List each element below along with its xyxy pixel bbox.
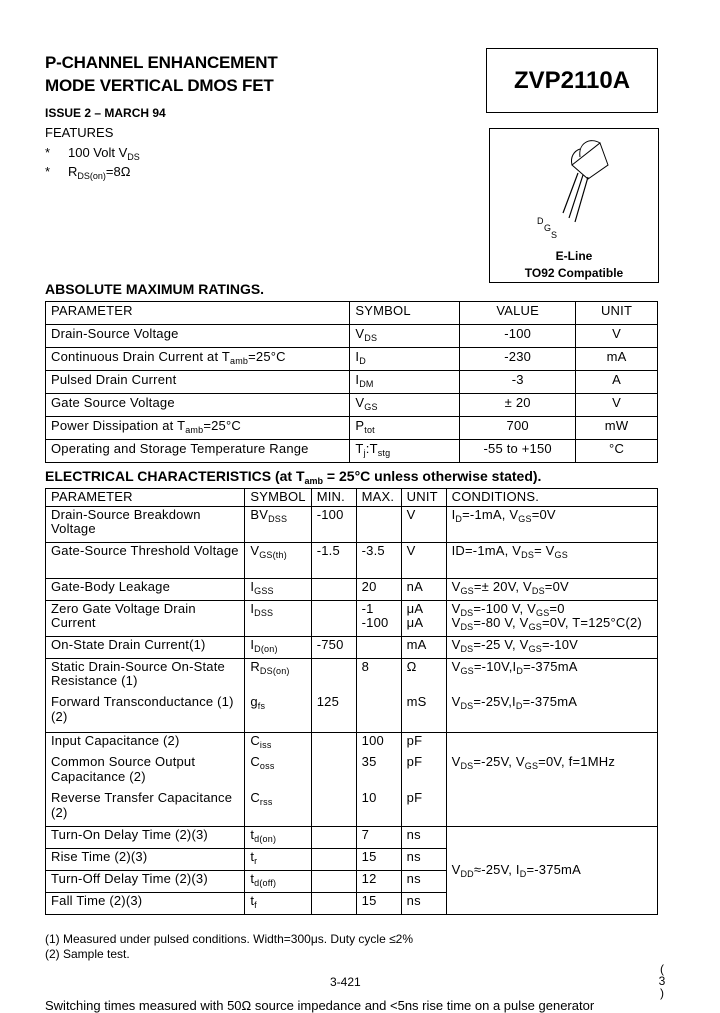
ec-unit: ns [401,826,446,848]
ec-max: -3.5 [356,542,401,578]
pin-s-label: S [551,230,558,240]
ec-symbol: $g_{fs}$ [245,694,311,732]
ec-conditions: $V_{GS}=-10V,I_D=-375mA$ [446,658,657,694]
ec-min: -100 [311,506,356,542]
ec-symbol: $I_{GSS}$ [245,578,311,600]
side-marker: ( 3 ) [658,962,666,1000]
ec-conditions [446,790,657,826]
amr-row [46,348,658,371]
pin-d-label: D [537,216,544,226]
amr-symbol: $P_{tot}$ [350,417,460,440]
ec-param: Forward Transconductance (1)(2) [46,694,245,732]
ec-symbol: $C_{iss}$ [245,732,311,754]
ec-param: Zero Gate Voltage Drain Current [46,600,245,636]
ec-unit: pF [401,754,446,790]
ec-min [311,892,356,914]
ec-unit: pF [401,732,446,754]
amr-param: Pulsed Drain Current [46,371,350,394]
amr-symbol: $I_D$ [350,348,460,371]
ec-unit: pF [401,790,446,826]
amr-header-parameter: PARAMETER [46,302,350,325]
ec-param: Gate-Source Threshold Voltage [46,542,245,578]
ec-symbol: $t_r$ [245,848,311,870]
ec-param: On-State Drain Current(1) [46,636,245,658]
ec-row [46,506,658,542]
ec-param: Drain-Source Breakdown Voltage [46,506,245,542]
amr-unit: A [576,371,658,394]
ec-symbol: $C_{oss}$ [245,754,311,790]
ec-unit: ns [401,892,446,914]
amr-value: -55 to +150 [460,440,576,463]
ec-param: Input Capacitance (2) [46,732,245,754]
ec-max: 10 [356,790,401,826]
amr-param: Continuous Drain Current at $T_{amb}=25^\circ C$ [46,348,350,371]
ec-max: 15 [356,892,401,914]
ec-unit: μA μA [401,600,446,636]
title-line-1: P-CHANNEL ENHANCEMENT [45,53,278,72]
part-number: ZVP2110A [513,66,631,94]
amr-value: -230 [460,348,576,371]
amr-param: Operating and Storage Temperature Range [46,440,350,463]
note-sample: (2) Sample test. [45,947,130,961]
ec-row [46,578,658,600]
ec-conditions: ID=-1mA, $V_{DS}= V_{GS}$ [446,542,657,578]
ec-param: Turn-Off Delay Time (2)(3) [46,870,245,892]
feature-item-1: 100 Volt $V_{DS}$ [68,145,140,162]
amr-header-unit: UNIT [576,302,658,325]
note-pulsed: (1) Measured under pulsed conditions. Width=300μs. Duty cycle ≤2% [45,932,414,946]
ec-symbol: $BV_{DSS}$ [245,506,311,542]
ec-symbol: $t_{d(on)}$ [245,826,311,848]
ec-symbol: $C_{rss}$ [245,790,311,826]
ec-row [46,732,658,754]
ec-conditions: $V_{DS}=-25V$, $V_{GS}=0V$, f=1MHz [446,754,657,790]
features-heading: FEATURES [45,125,114,140]
feature-bullet-2: * [45,164,51,179]
ec-min: 125 [311,694,356,732]
ec-min: -750 [311,636,356,658]
amr-row [46,417,658,440]
amr-value: -100 [460,325,576,348]
ec-unit: Ω [401,658,446,694]
ec-max [356,506,401,542]
ec-param: Rise Time (2)(3) [46,848,245,870]
amr-unit: V [576,325,658,348]
ec-min [311,826,356,848]
ec-row [46,754,658,790]
ec-header-conditions: CONDITIONS. [446,489,657,507]
ec-param: Turn-On Delay Time (2)(3) [46,826,245,848]
amr-unit: mW [576,417,658,440]
ec-header-unit: UNIT [401,489,446,507]
ec-row [46,542,658,578]
ec-unit: nA [401,578,446,600]
ec-conditions: $V_{DS}=-25$ V, $V_{GS}=-10V$ [446,636,657,658]
ec-header-min: MIN. [311,489,356,507]
feature-item-2: $R_{DS(on)}=8\Omega$ [68,164,131,181]
issue-date: ISSUE 2 – MARCH 94 [45,106,166,120]
ec-conditions: $V_{DD}\approx-25V$, $I_D=-375mA$ [446,826,657,914]
ec-unit: mS [401,694,446,732]
ec-unit: ns [401,848,446,870]
ec-row [46,600,658,636]
ec-row [46,790,658,826]
amr-symbol: $V_{DS}$ [350,325,460,348]
part-number-box [486,48,658,113]
ec-max: 12 [356,870,401,892]
ec-min [311,600,356,636]
amr-symbol: $T_j:T_{stg}$ [350,440,460,463]
ec-conditions: $V_{GS}=\pm 20V$, $V_{DS}=0V$ [446,578,657,600]
amr-param: Gate Source Voltage [46,394,350,417]
ec-title: ELECTRICAL CHARACTERISTICS (at $T_{amb} = 25^\circ C$ unless otherwise stated). [45,468,542,486]
ec-max [356,636,401,658]
ec-min [311,658,356,694]
amr-row [46,394,658,417]
ec-max: 35 [356,754,401,790]
package-compat: TO92 Compatible [524,266,624,280]
ec-min [311,578,356,600]
ec-header-max: MAX. [356,489,401,507]
ec-min [311,848,356,870]
ec-max: 15 [356,848,401,870]
ec-conditions: $V_{DS}=-100$ V, $V_{GS}=0$ $V_{DS}=-80$ V, $V_{GS}=0V$, T=125°C(2) [446,600,657,636]
amr-value: ± 20 [460,394,576,417]
pin-g-label: G [544,223,552,233]
ec-table [45,488,658,915]
amr-value: 700 [460,417,576,440]
amr-unit: mA [576,348,658,371]
amr-symbol: $V_{GS}$ [350,394,460,417]
amr-param: Drain-Source Voltage [46,325,350,348]
ec-min [311,870,356,892]
ec-max: 20 [356,578,401,600]
ec-header-symbol: SYMBOL [245,489,311,507]
ec-header-parameter: PARAMETER [46,489,245,507]
ec-symbol: $R_{DS(on)}$ [245,658,311,694]
amr-value: -3 [460,371,576,394]
ec-min [311,754,356,790]
amr-header-value: VALUE [460,302,576,325]
ec-conditions: $I_D=-1mA$, $V_{GS}=0V$ [446,506,657,542]
ec-param: Fall Time (2)(3) [46,892,245,914]
ec-param: Gate-Body Leakage [46,578,245,600]
amr-row [46,371,658,394]
ec-min [311,790,356,826]
ec-symbol: $t_{d(off)}$ [245,870,311,892]
ec-row [46,694,658,732]
ec-symbol: $I_{D(on)}$ [245,636,311,658]
ec-min: -1.5 [311,542,356,578]
ec-conditions [446,732,657,754]
ec-row [46,636,658,658]
to92-package-drawing [490,129,658,249]
amr-unit: V [576,394,658,417]
amr-row [46,325,658,348]
ec-unit: mA [401,636,446,658]
page-number: 3-421 [330,975,361,989]
ec-header-row [46,489,658,507]
package-name: E-Line [555,249,593,263]
ec-max: 8 [356,658,401,694]
amr-unit: °C [576,440,658,463]
amr-title: ABSOLUTE MAXIMUM RATINGS. [45,281,265,297]
feature-bullet-1: * [45,145,51,160]
title [45,51,278,97]
ec-param: Reverse Transfer Capacitance (2) [46,790,245,826]
amr-table [45,301,658,463]
ec-min [311,732,356,754]
amr-header-symbol: SYMBOL [350,302,460,325]
package-box [489,128,659,283]
ec-conditions: $V_{DS}=-25V,I_D=-375mA$ [446,694,657,732]
footer-note: Switching times measured with 50Ω source impedance and <5ns rise time on a pulse generator [45,998,595,1013]
amr-param: Power Dissipation at $T_{amb}=25^\circ C$ [46,417,350,440]
ec-row [46,826,658,848]
ec-max [356,694,401,732]
ec-max: 7 [356,826,401,848]
ec-max: -1 -100 [356,600,401,636]
ec-param: Static Drain-Source On-State Resistance (1) [46,658,245,694]
amr-row [46,440,658,463]
ec-unit: ns [401,870,446,892]
amr-header-row [46,302,658,325]
ec-row [46,658,658,694]
ec-unit: V [401,542,446,578]
amr-symbol: $I_{DM}$ [350,371,460,394]
title-line-2: MODE VERTICAL DMOS FET [45,76,274,95]
ec-symbol: $V_{GS(th)}$ [245,542,311,578]
ec-unit: V [401,506,446,542]
ec-param: Common Source Output Capacitance (2) [46,754,245,790]
ec-max: 100 [356,732,401,754]
ec-symbol: $t_f$ [245,892,311,914]
ec-symbol: $I_{DSS}$ [245,600,311,636]
